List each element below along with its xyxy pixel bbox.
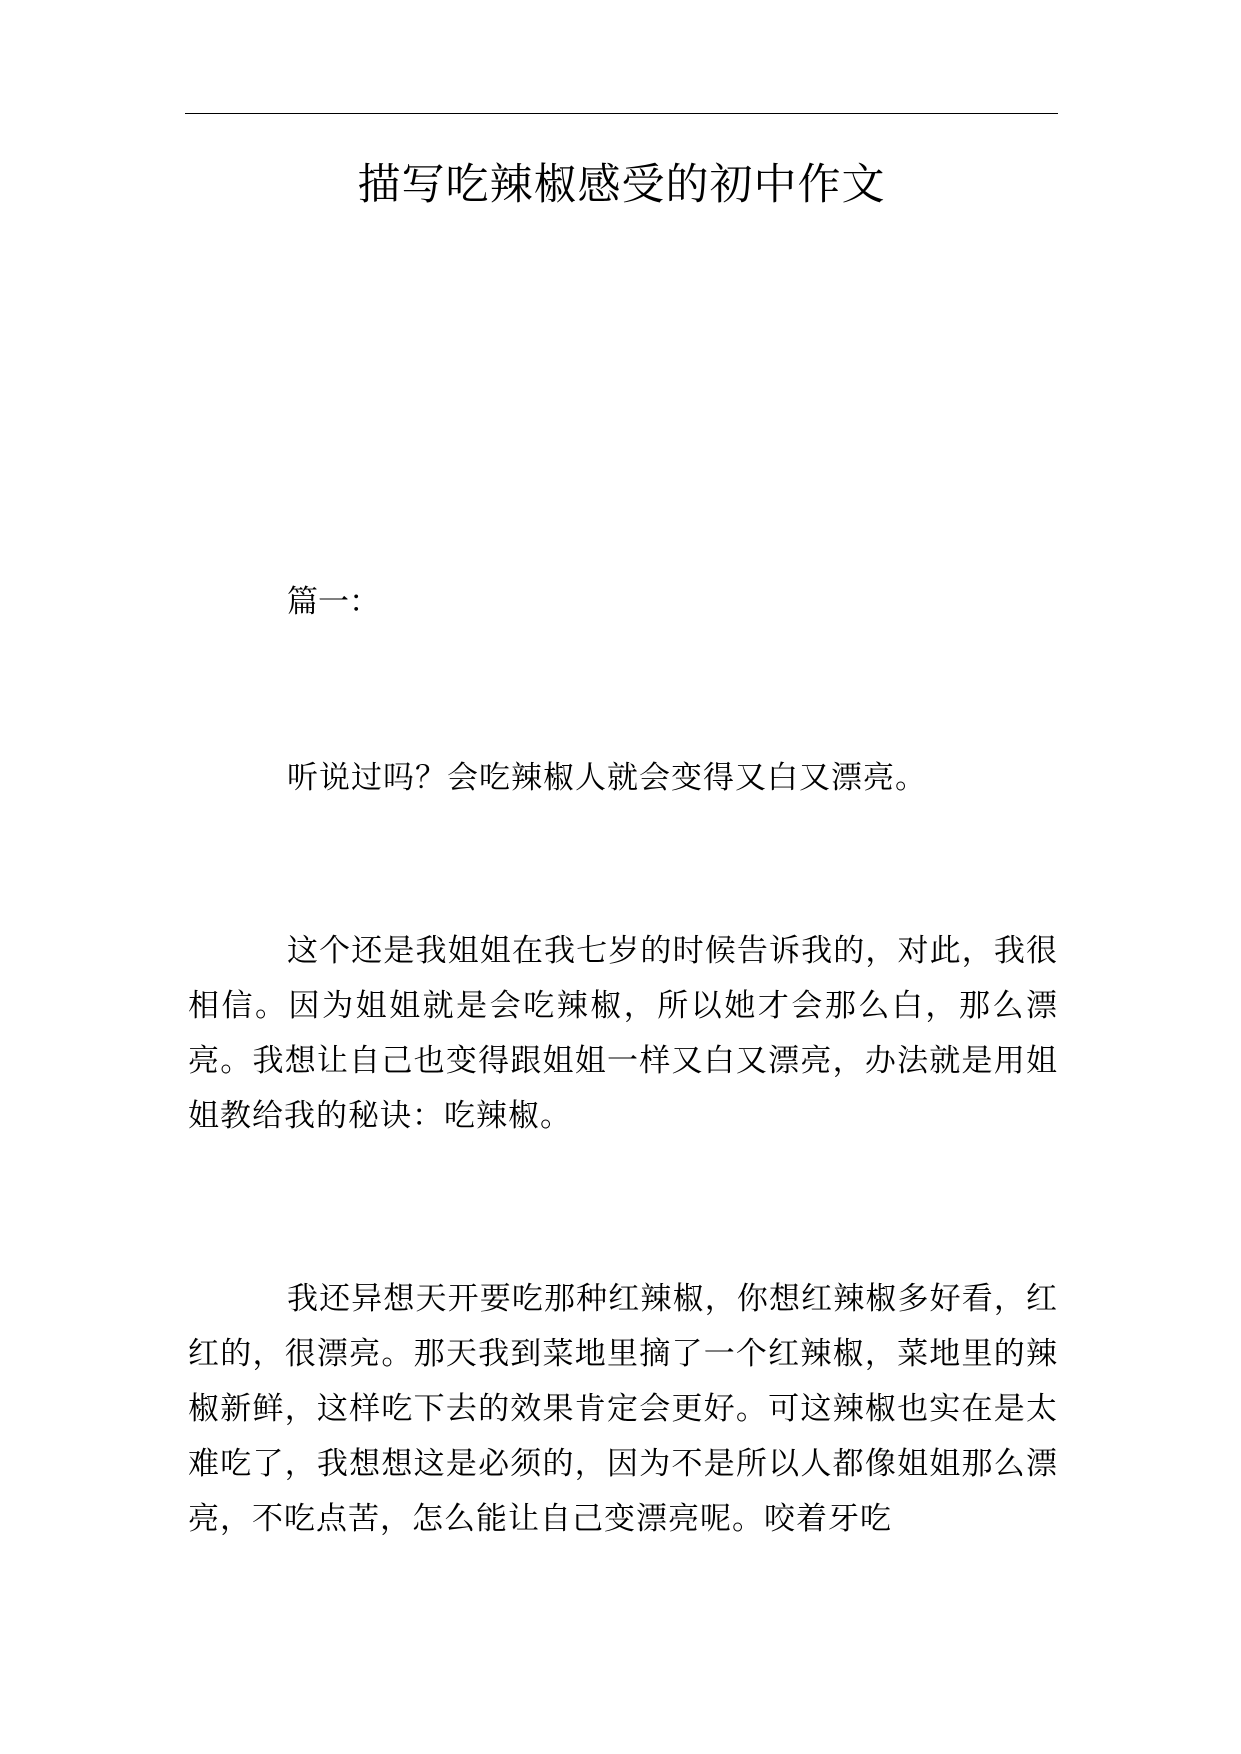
document-title: 描写吃辣椒感受的初中作文 — [357, 160, 886, 210]
paragraph-3: 我还异想天开要吃那种红辣椒，你想红辣椒多好看，红红的，很漂亮。那天我到菜地里摘了一个红辣椒，菜地里的辣椒新鲜，这样吃下去的效果肯定会更好。可这辣椒也实在是太难吃了，我想想这是必须的，因为不是所以人都像姐姐那么漂亮，不吃点苦，怎么能让自己变漂亮呢。咬着牙吃 — [188, 1281, 1058, 1537]
paragraph-1: 听说过吗？会吃辣椒人就会变得又白又漂亮。 — [287, 760, 927, 796]
header-rule — [185, 113, 1058, 114]
section-label: 篇一： — [287, 584, 380, 620]
paragraph-2: 这个还是我姐姐在我七岁的时候告诉我的，对此，我很相信。因为姐姐就是会吃辣椒，所以她才会那么白，那么漂亮。我想让自己也变得跟姐姐一样又白又漂亮，办法就是用姐姐教给我的秘诀：吃辣椒。 — [188, 933, 1058, 1134]
